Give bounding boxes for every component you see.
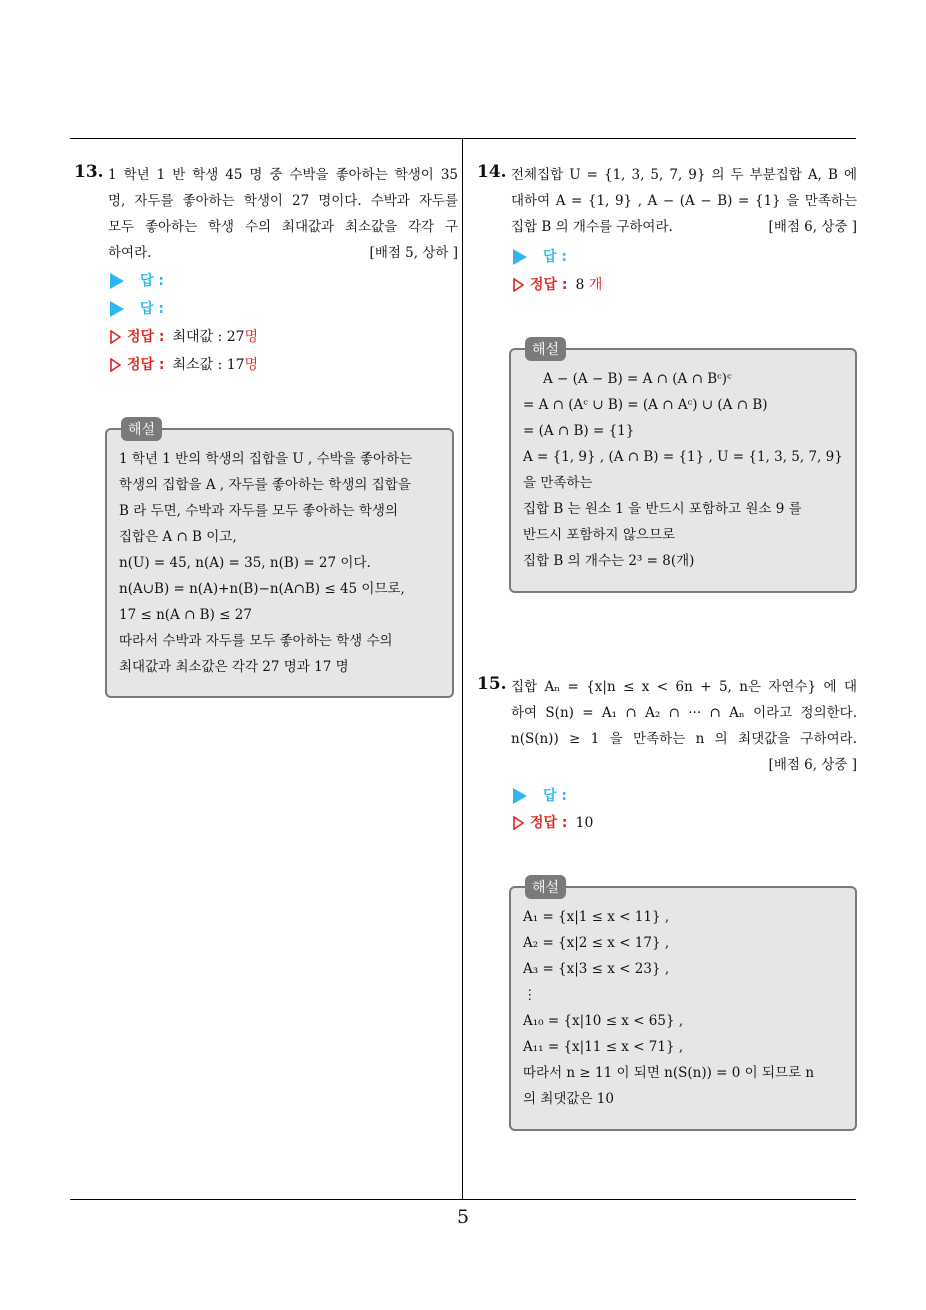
- correct-answer-value: 최소값 : 17: [172, 357, 245, 373]
- solution-box: [509, 342, 857, 593]
- problem-line: n(S(n)) ≥ 1 을 만족하는 n 의 최댓값을 구하여라.: [511, 731, 857, 747]
- solution-content: [119, 446, 412, 680]
- solution-tag: 해설: [121, 417, 162, 441]
- solution-box: [105, 422, 454, 698]
- problem-line: 집합 B 의 개수를 구하여라.: [511, 219, 673, 235]
- score-tag: [배점 5, 상하 ]: [369, 245, 458, 261]
- solution-line: A = {1, 9} , (A ∩ B) = {1} , U = {1, 3, 5, 7, 9}: [523, 449, 843, 465]
- solution-line: ⋮: [523, 987, 537, 1003]
- solution-line: B 라 두면, 수박과 자두를 모두 좋아하는 학생의: [119, 503, 398, 519]
- correct-answer-row: [513, 812, 593, 832]
- outline-triangle-icon: [513, 816, 524, 830]
- problem-number: 15.: [477, 674, 507, 694]
- answer-label: 답 :: [140, 301, 164, 317]
- answer-row: [110, 298, 164, 318]
- correct-answer-row: [110, 354, 258, 374]
- problem-number: 13.: [74, 162, 104, 182]
- correct-answer-unit: 명: [244, 329, 259, 345]
- solution-line: 을 만족하는: [523, 475, 593, 491]
- play-triangle-icon: [110, 273, 124, 289]
- solution-line: A − (A − B) = A ∩ (A ∩ Bᶜ)ᶜ: [543, 371, 732, 387]
- correct-answer-value: 8: [575, 277, 585, 293]
- problem-line: 명, 자두를 좋아하는 학생이 27 명이다. 수박과 자두를: [108, 193, 458, 209]
- solution-line: A₂ = {x|2 ≤ x < 17} ,: [523, 935, 670, 951]
- solution-line: 집합은 A ∩ B 이고,: [119, 529, 237, 545]
- problem-text: [511, 162, 857, 240]
- correct-answer-label: 정답 :: [127, 357, 165, 373]
- play-triangle-icon: [513, 788, 527, 804]
- solution-line: 의 최댓값은 10: [523, 1091, 614, 1107]
- answer-row: [110, 270, 164, 290]
- correct-answer-value: 10: [575, 815, 594, 831]
- play-triangle-icon: [513, 249, 527, 265]
- problem-text: [108, 162, 458, 266]
- problem-line: 하여라.: [108, 245, 152, 261]
- problem-text: [511, 674, 857, 778]
- solution-content: [523, 366, 843, 574]
- problem-line: 전체집합 U = {1, 3, 5, 7, 9} 의 두 부분집합 A, B 에: [511, 167, 857, 183]
- solution-line: 1 학년 1 반의 학생의 집합을 U , 수박을 좋아하는: [119, 451, 413, 467]
- correct-answer-label: 정답 :: [530, 277, 568, 293]
- outline-triangle-icon: [110, 330, 121, 344]
- answer-label: 답 :: [543, 788, 567, 804]
- solution-box: [509, 880, 857, 1131]
- answer-label: 답 :: [543, 249, 567, 265]
- solution-line: 따라서 수박과 자두를 모두 좋아하는 학생 수의: [119, 633, 393, 649]
- solution-line: 따라서 n ≥ 11 이 되면 n(S(n)) = 0 이 되므로 n: [523, 1065, 815, 1081]
- problem-line: 모두 좋아하는 학생 수의 최대값과 최소값을 각각 구: [108, 219, 458, 235]
- solution-line: A₁₁ = {x|11 ≤ x < 71} ,: [523, 1039, 684, 1055]
- problem-line: 대하여 A = {1, 9} , A − (A − B) = {1} 을 만족하는: [511, 193, 857, 209]
- solution-line: = (A ∩ B) = {1}: [523, 423, 635, 439]
- solution-line: 집합 B 는 원소 1 을 반드시 포함하고 원소 9 를: [523, 501, 802, 517]
- solution-line: 17 ≤ n(A ∩ B) ≤ 27: [119, 607, 252, 623]
- solution-line: 집합 B 의 개수는 2³ = 8(개): [523, 553, 695, 569]
- solution-line: n(U) = 45, n(A) = 35, n(B) = 27 이다.: [119, 555, 371, 571]
- correct-answer-unit: 명: [244, 357, 259, 373]
- bottom-rule: [70, 1199, 856, 1200]
- answer-label: 답 :: [140, 273, 164, 289]
- solution-line: n(A∪B) = n(A)+n(B)−n(A∩B) ≤ 45 이므로,: [119, 581, 405, 597]
- correct-answer-unit: 개: [588, 277, 603, 293]
- solution-line: A₃ = {x|3 ≤ x < 23} ,: [523, 961, 670, 977]
- solution-tag: 해설: [525, 875, 566, 899]
- answer-row: [513, 785, 567, 805]
- outline-triangle-icon: [110, 358, 121, 372]
- score-tag: [배점 6, 상중 ]: [768, 219, 857, 235]
- problem-number: 14.: [477, 162, 507, 182]
- correct-answer-value: 최대값 : 27: [172, 329, 245, 345]
- solution-line: = A ∩ (Aᶜ ∪ B) = (A ∩ Aᶜ) ∪ (A ∩ B): [523, 397, 768, 413]
- correct-answer-label: 정답 :: [127, 329, 165, 345]
- top-rule: [70, 138, 856, 139]
- score-tag: [배점 6, 상중 ]: [768, 757, 857, 773]
- correct-answer-row: [513, 274, 602, 294]
- problem-line: 집합 Aₙ = {x|n ≤ x < 6n + 5, n은 자연수} 에 대: [511, 679, 857, 695]
- solution-line: 반드시 포함하지 않으므로: [523, 527, 676, 543]
- problem-line: 하여 S(n) = A₁ ∩ A₂ ∩ ··· ∩ Aₙ 이라고 정의한다.: [511, 705, 857, 721]
- column-divider: [462, 139, 463, 1200]
- play-triangle-icon: [110, 301, 124, 317]
- solution-line: 학생의 집합을 A , 자두를 좋아하는 학생의 집합을: [119, 477, 411, 493]
- solution-line: A₁ = {x|1 ≤ x < 11} ,: [523, 909, 670, 925]
- problem-line: 1 학년 1 반 학생 45 명 중 수박을 좋아하는 학생이 35: [108, 167, 458, 183]
- page-number: 5: [456, 1206, 470, 1228]
- correct-answer-row: [110, 326, 258, 346]
- outline-triangle-icon: [513, 278, 524, 292]
- solution-tag: 해설: [525, 337, 566, 361]
- solution-content: [523, 904, 814, 1112]
- solution-line: A₁₀ = {x|10 ≤ x < 65} ,: [523, 1013, 684, 1029]
- correct-answer-label: 정답 :: [530, 815, 568, 831]
- solution-line: 최대값과 최소값은 각각 27 명과 17 명: [119, 659, 349, 675]
- answer-row: [513, 246, 567, 266]
